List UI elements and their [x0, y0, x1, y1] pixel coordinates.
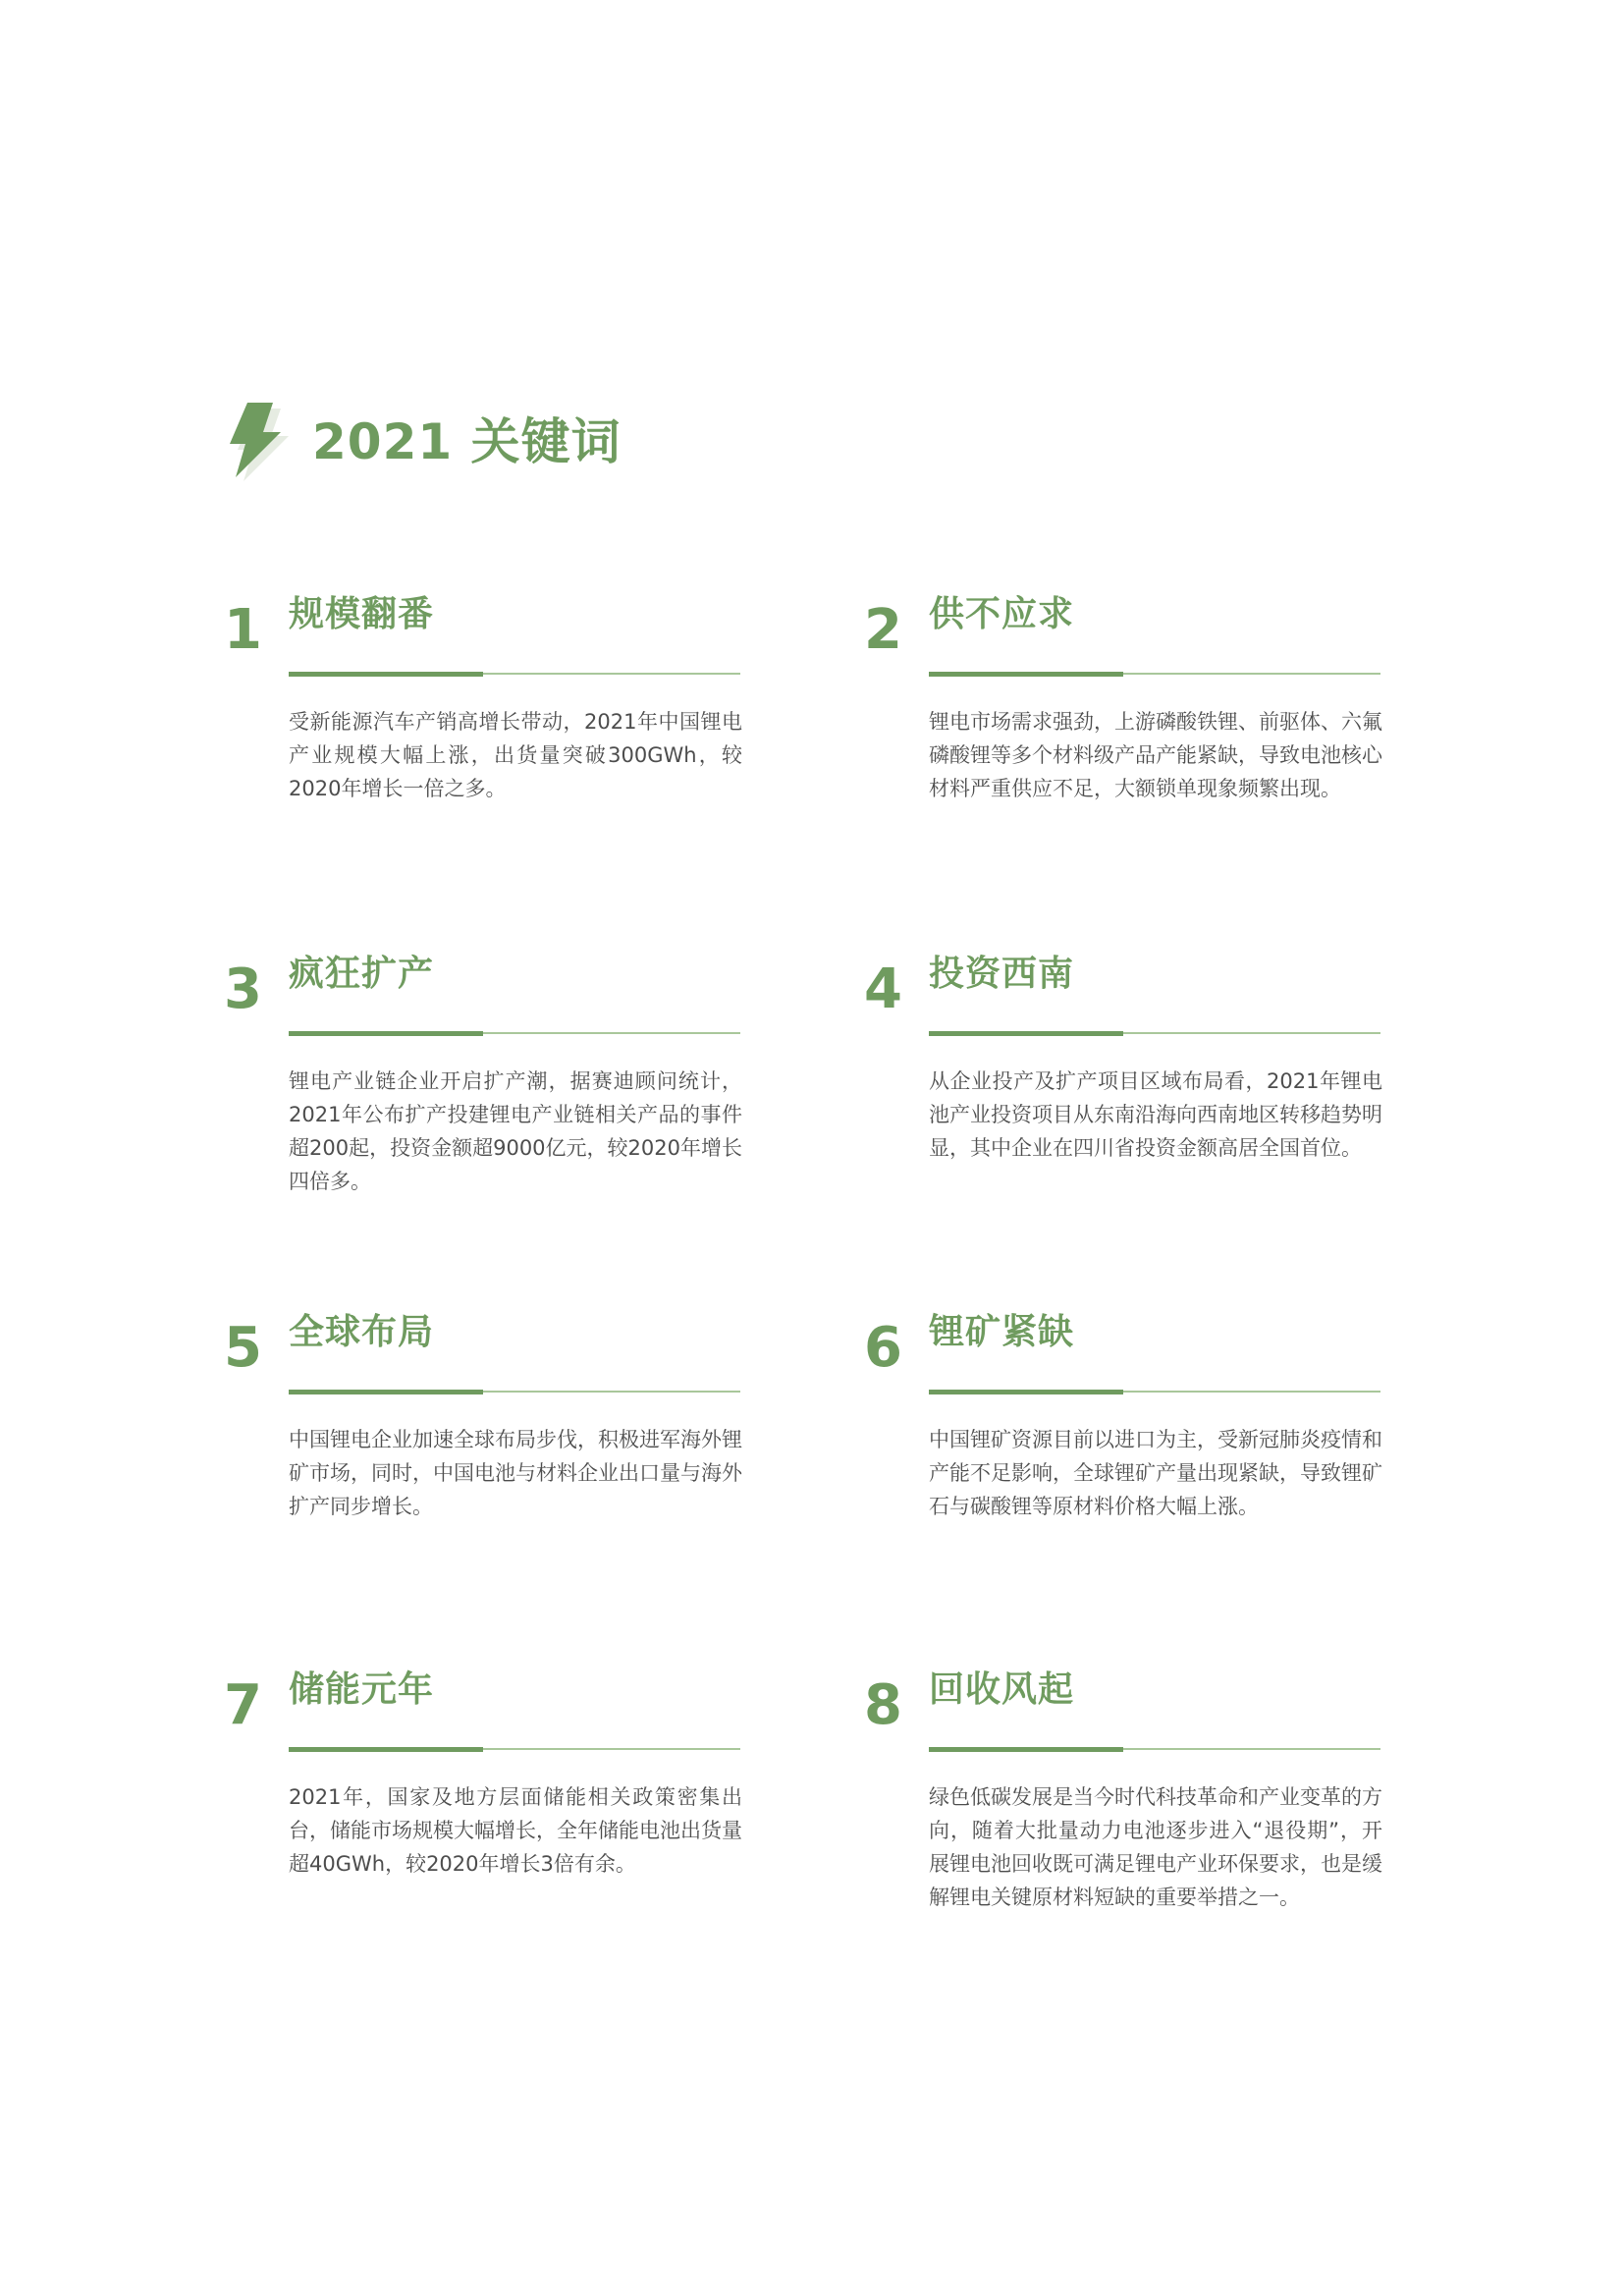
keyword-number: 8: [864, 1673, 902, 1737]
keyword-divider-accent: [929, 1747, 1123, 1752]
keyword-description: 2021年，国家及地方层面储能相关政策密集出台，储能市场规模大幅增长，全年储能电池出货量超40GWh，较2020年增长3倍有余。: [289, 1785, 742, 1876]
keyword-title: 规模翻番: [289, 594, 435, 634]
keyword-number: 2: [864, 598, 902, 662]
keyword-number: 1: [224, 598, 262, 662]
keyword-title: 投资西南: [929, 954, 1075, 994]
page-title: 2021 关键词: [312, 413, 622, 470]
keyword-number: 5: [224, 1316, 262, 1380]
keyword-description: 中国锂电企业加速全球布局步伐，积极进军海外锂矿市场，同时，中国电池与材料企业出口量与海外扩产同步增长。: [289, 1428, 742, 1518]
keyword-divider-accent: [929, 1390, 1123, 1394]
page-header: [224, 403, 622, 481]
keyword-title: 全球布局: [289, 1312, 435, 1352]
keyword-description: 绿色低碳发展是当今时代科技革命和产业变革的方向，随着大批量动力电池逐步进入“退役期”，开展锂电池回收既可满足锂电产业环保要求，也是缓解锂电关键原材料短缺的重要举措之一。: [929, 1785, 1382, 1909]
keyword-divider-accent: [929, 1031, 1123, 1036]
keyword-title: 锂矿紧缺: [929, 1312, 1075, 1352]
lightning-icon: [224, 403, 291, 481]
keyword-description: 从企业投产及扩产项目区域布局看，2021年锂电池产业投资项目从东南沿海向西南地区转移趋势明显，其中企业在四川省投资金额高居全国首位。: [929, 1069, 1382, 1160]
keyword-divider-accent: [289, 1390, 483, 1394]
keyword-number: 6: [864, 1316, 902, 1380]
keyword-divider-accent: [929, 672, 1123, 677]
keyword-description: 锂电市场需求强劲，上游磷酸铁锂、前驱体、六氟磷酸锂等多个材料级产品产能紧缺，导致电池核心材料严重供应不足，大额锁单现象频繁出现。: [929, 710, 1382, 800]
keyword-number: 7: [224, 1673, 262, 1737]
keyword-description: 锂电产业链企业开启扩产潮，据赛迪顾问统计，2021年公布扩产投建锂电产业链相关产品的事件超200起，投资金额超9000亿元，较2020年增长四倍多。: [289, 1069, 742, 1193]
keyword-number: 4: [864, 957, 902, 1021]
keyword-divider-accent: [289, 1747, 483, 1752]
keyword-divider-accent: [289, 1031, 483, 1036]
keyword-description: 受新能源汽车产销高增长带动，2021年中国锂电产业规模大幅上涨，出货量突破300GWh，较2020年增长一倍之多。: [289, 710, 742, 800]
keyword-title: 回收风起: [929, 1669, 1075, 1710]
keyword-number: 3: [224, 957, 262, 1021]
keyword-title: 供不应求: [929, 594, 1075, 634]
keyword-title: 疯狂扩产: [289, 954, 435, 994]
keyword-divider-accent: [289, 672, 483, 677]
keyword-title: 储能元年: [289, 1669, 435, 1710]
keyword-description: 中国锂矿资源目前以进口为主，受新冠肺炎疫情和产能不足影响，全球锂矿产量出现紧缺，导致锂矿石与碳酸锂等原材料价格大幅上涨。: [929, 1428, 1382, 1518]
